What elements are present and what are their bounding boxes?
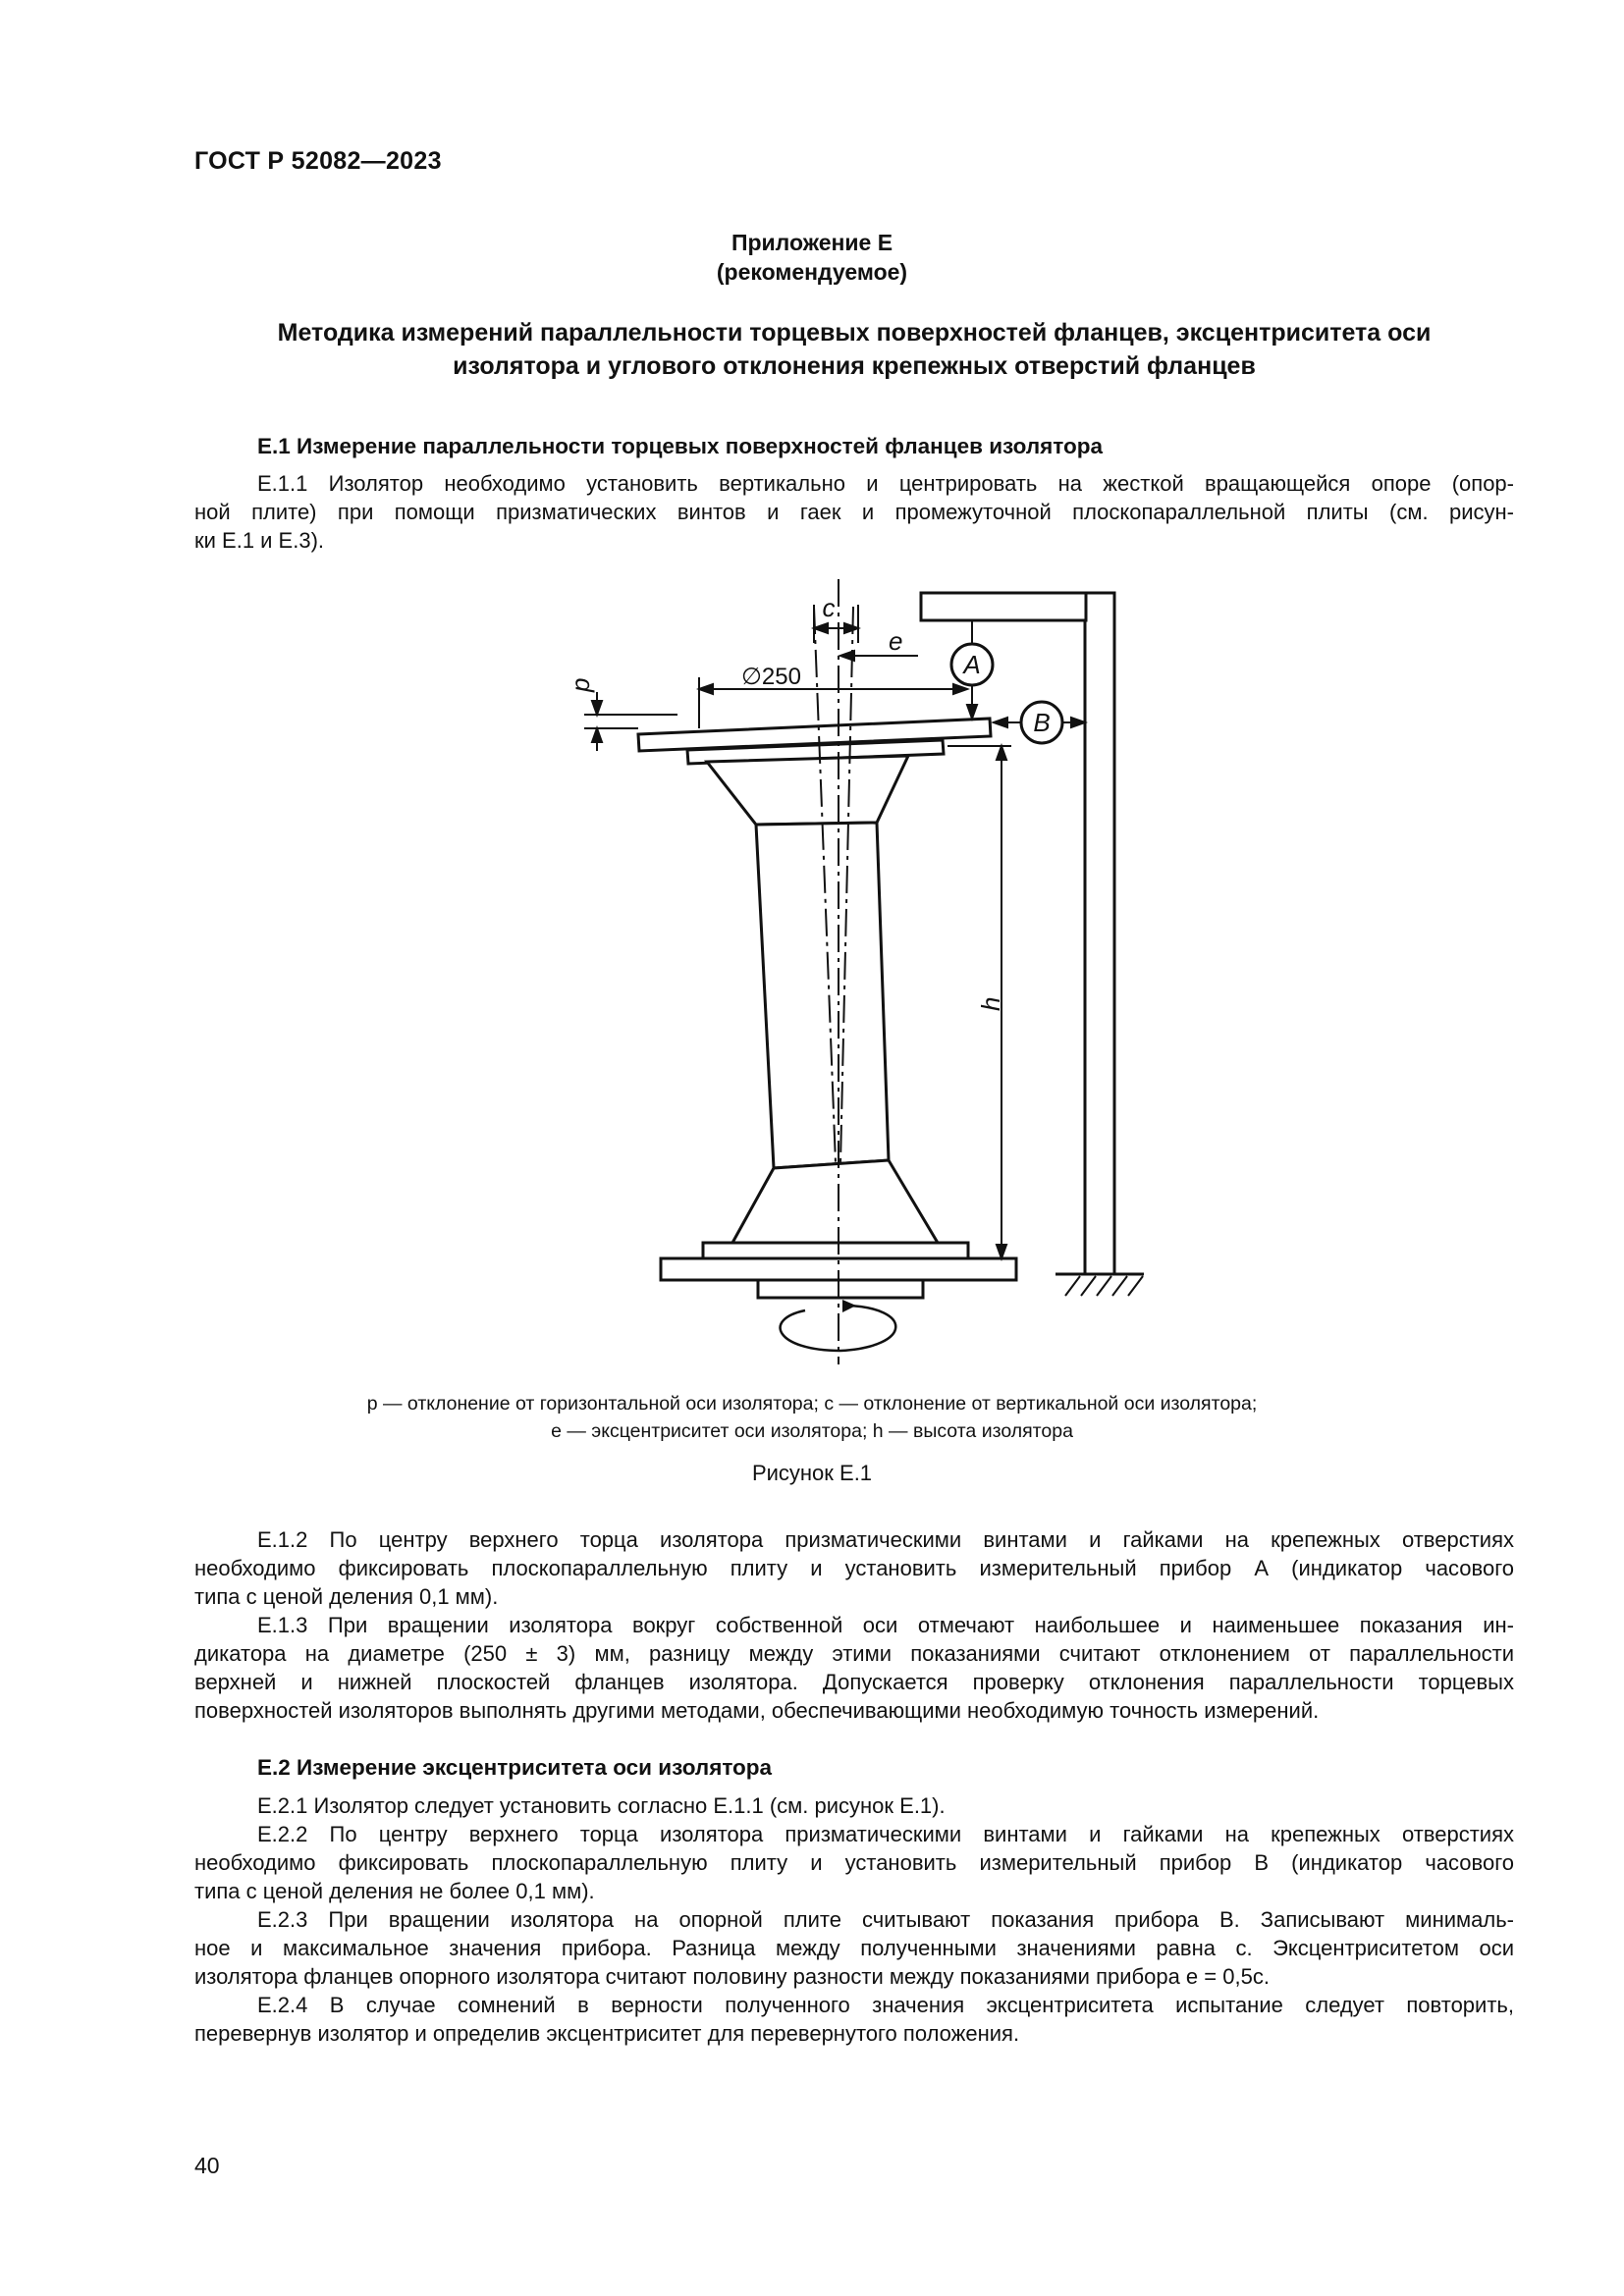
page-number: 40 (194, 2153, 220, 2178)
label-c: c (822, 593, 836, 622)
paragraph-line: изолятора фланцев опорного изолятора считают половину разности между показаниями прибора e = 0,5c. (194, 1964, 1270, 1989)
paragraph-line: верхней и нижней плоскостей фланцев изолятора. Допускается проверку отклонения параллельности торцевых (194, 1670, 1514, 1694)
paragraph-line: ной плите) при помощи призматических винтов и гаек и промежуточной плоскопараллельной плиты (см. рисун- (194, 500, 1514, 524)
label-b: B (1033, 708, 1051, 737)
section-heading-e2: Е.2 Измерение эксцентриситета оси изолятора (257, 1755, 773, 1780)
paragraph-line: Е.2.2 По центру верхнего торца изолятора призматическими винтами и гайками на крепежных отверстиях (257, 1822, 1514, 1846)
paragraph-line: поверхностей изоляторов выполнять другими методами, обеспечивающими необходимую точность измерений. (194, 1698, 1320, 1723)
paragraph-line: ки Е.1 и Е.3). (194, 528, 325, 553)
document-title-line: Методика измерений параллельности торцевых поверхностей фланцев, эксцентриситета оси (277, 319, 1432, 347)
figure-title: Рисунок Е.1 (751, 1461, 873, 1485)
document-title-line: изолятора и углового отклонения крепежных отверстий фланцев (453, 352, 1256, 380)
paragraph-line: дикатора на диаметре (250 ± 3) мм, разницу между этими показаниями считают отклонением от параллельности (194, 1641, 1514, 1666)
label-p: p (566, 677, 595, 692)
label-diameter: ∅250 (741, 664, 801, 690)
label-e: e (889, 626, 903, 656)
paragraph-e2-4 (194, 1991, 1514, 2048)
figure-legend (0, 1390, 1624, 1445)
paragraph-line: типа с ценой деления не более 0,1 мм). (194, 1879, 595, 1903)
measuring-stand (921, 593, 1144, 1296)
paragraph-e1-2 (194, 1525, 1514, 1611)
label-a: A (963, 650, 981, 679)
paragraph-line: необходимо фиксировать плоскопараллельную плиту и установить измерительный прибор А (индикатор часового (194, 1556, 1514, 1580)
paragraph-line: необходимо фиксировать плоскопараллельную плиту и установить измерительный прибор В (индикатор часового (194, 1850, 1514, 1875)
standard-header: ГОСТ Р 52082—2023 (194, 147, 442, 175)
legend-line: e — эксцентриситет оси изолятора; h — высота изолятора (551, 1420, 1073, 1442)
paragraph-line: типа с ценой деления 0,1 мм). (194, 1584, 499, 1609)
paragraph-line: перевернув изолятор и определив эксцентриситет для перевернутого положения. (194, 2021, 1020, 2046)
section-heading-e1: Е.1 Измерение параллельности торцевых поверхностей фланцев изолятора (257, 434, 1103, 458)
label-h: h (976, 996, 1005, 1011)
paragraph-e1-3 (194, 1611, 1514, 1725)
paragraph-line: Е.2.1 Изолятор следует установить согласно Е.1.1 (см. рисунок Е.1). (257, 1793, 946, 1818)
paragraph-line: Е.1.1 Изолятор необходимо установить вертикально и центрировать на жесткой вращающейся опоре (опор- (257, 471, 1514, 496)
paragraph-line: Е.1.2 По центру верхнего торца изолятора призматическими винтами и гайками на крепежных отверстиях (257, 1527, 1514, 1552)
paragraph-line: Е.2.4 В случае сомнений в верности полученного значения эксцентриситета испытание следует повторить, (257, 1993, 1514, 2017)
paragraph-e2-2 (194, 1820, 1514, 1905)
paragraph-e2-3 (194, 1905, 1514, 1991)
legend-line: p — отклонение от горизонтальной оси изолятора; c — отклонение от вертикальной оси изолятора; (366, 1393, 1258, 1415)
paragraph-e2-1 (194, 1791, 1514, 1820)
appendix-title: Приложение Е (731, 230, 893, 255)
paragraph-line: Е.2.3 При вращении изолятора на опорной плите считывают показания прибора В. Записывают минималь- (257, 1907, 1514, 1932)
insulator-body (638, 719, 1016, 1298)
appendix-status: (рекомендуемое) (716, 259, 908, 285)
paragraph-line: ное и максимальное значения прибора. Разница между полученными значениями равна c. Эксцентриситетом оси (194, 1936, 1514, 1960)
paragraph-line: Е.1.3 При вращении изолятора вокруг собственной оси отмечают наибольшее и наименьшее показания ин- (257, 1613, 1514, 1637)
